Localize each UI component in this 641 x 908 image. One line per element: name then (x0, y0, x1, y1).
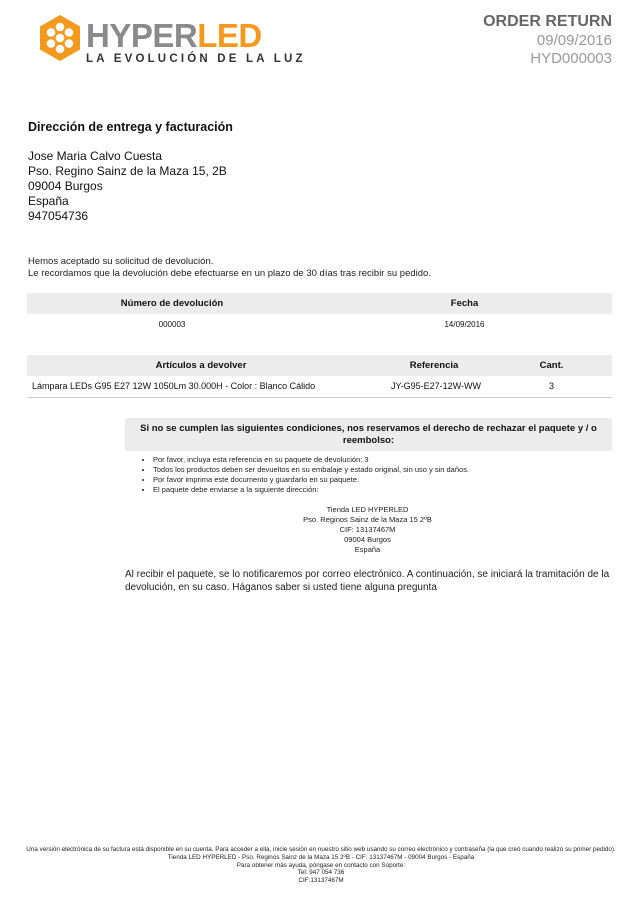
table-cell: Lámpara LEDs G95 E27 12W 1050Lm 30.000H - Color : Blanco Cálido (32, 381, 316, 391)
table-row (27, 314, 612, 334)
table-cell: JY-G95-E27-12W-WW (390, 381, 482, 391)
return-message (28, 256, 431, 280)
footer-line: Tel: 947 054 736 (297, 869, 345, 877)
hexagon-logo-icon (38, 14, 82, 62)
footer-line: Para obtener más ayuda, póngase en contacto con Soporte: (236, 861, 406, 869)
list-item: • Por favor, incluya esta referencia en su paquete de devolución: 3 (153, 455, 469, 465)
document-header-info (483, 12, 612, 68)
list-item: • Por favor imprima este documento y guardarlo en su paquete. (153, 475, 469, 485)
table-cell: 14/09/2016 (444, 320, 485, 329)
store-line: Tienda LED HYPERLED (326, 505, 409, 514)
address-section-title: Dirección de entrega y facturación (28, 120, 233, 134)
address-phone: 947054736 (28, 209, 89, 223)
store-line: España (354, 545, 381, 554)
column-header: Referencia (409, 360, 459, 371)
page-footer (25, 846, 617, 885)
address-street: Pso. Regino Sainz de la Maza 15, 2B (28, 164, 227, 178)
table-header (27, 293, 612, 314)
store-line: Pso. Reginos Sainz de la Maza 15 2ºB (303, 515, 432, 524)
address-name: Jose Maria Calvo Cuesta (28, 149, 163, 163)
conditions-title: Si no se cumplen las siguientes condiciones, nos reservamos el derecho de rechazar el paquete y / o reembolso: (125, 418, 612, 451)
document-title: ORDER RETURN (483, 13, 612, 30)
table-header (27, 355, 612, 376)
footer-line: Tienda LED HYPERLED - Pso. Reginos Sainz de la Maza 15 2ºB - CIF: 13137467M - 09004 Burgos - España (167, 853, 475, 861)
column-header: Artículos a devolver (155, 360, 247, 371)
hyperled-logo (38, 14, 318, 66)
notice-paragraph: Al recibir el paquete, se lo notificaremos por correo electrónico. A continuación, se iniciará la tramitación de la devolución, en su caso. Háganos saber si usted tiene alguna pregunta (125, 569, 610, 593)
list-item: • Todos los productos deben ser devueltos en su embalaje y estado original, sin uso y sin daños. (153, 465, 469, 475)
address-country: España (28, 194, 69, 208)
list-item: • El paquete debe enviarse a la siguiente dirección: (153, 485, 469, 495)
message-line: Hemos aceptado su solicitud de devolución. (28, 256, 214, 267)
store-address (250, 505, 485, 555)
footer-line: Una versión electrónica de su factura está disponible en su cuenta. Para acceder a ella, inicie sesión en nuestro sitio web usando su correo electrónico y contraseña (la que creó cuando realizó su primer pedido). (26, 846, 616, 853)
conditions-list (143, 455, 469, 495)
brand-led: LED (197, 17, 262, 54)
message-line: Le recordamos que la devolución debe efectuarse en un plazo de 30 días tras recibir su pedido. (28, 268, 431, 279)
address-city: 09004 Burgos (28, 179, 103, 193)
table-row (27, 376, 612, 398)
brand-name (86, 18, 262, 54)
store-line: 09004 Burgos (344, 535, 391, 544)
document-reference: HYD000003 (530, 50, 612, 67)
table-cell: 000003 (158, 320, 186, 329)
table-cell: 3 (548, 381, 554, 391)
return-number-table (27, 293, 612, 334)
store-line: CIF: 13137467M (339, 525, 396, 534)
column-header: Fecha (450, 298, 479, 309)
brand-hyper: HYPER (86, 17, 198, 54)
footer-line: CIF:13137467M (298, 877, 344, 885)
column-header: Número de devolución (120, 298, 224, 309)
address-block (28, 149, 227, 224)
brand-tagline: LA EVOLUCIÓN DE LA LUZ (86, 53, 306, 65)
column-header: Cant. (539, 360, 564, 371)
items-table (27, 355, 612, 398)
document-date: 09/09/2016 (536, 32, 612, 49)
